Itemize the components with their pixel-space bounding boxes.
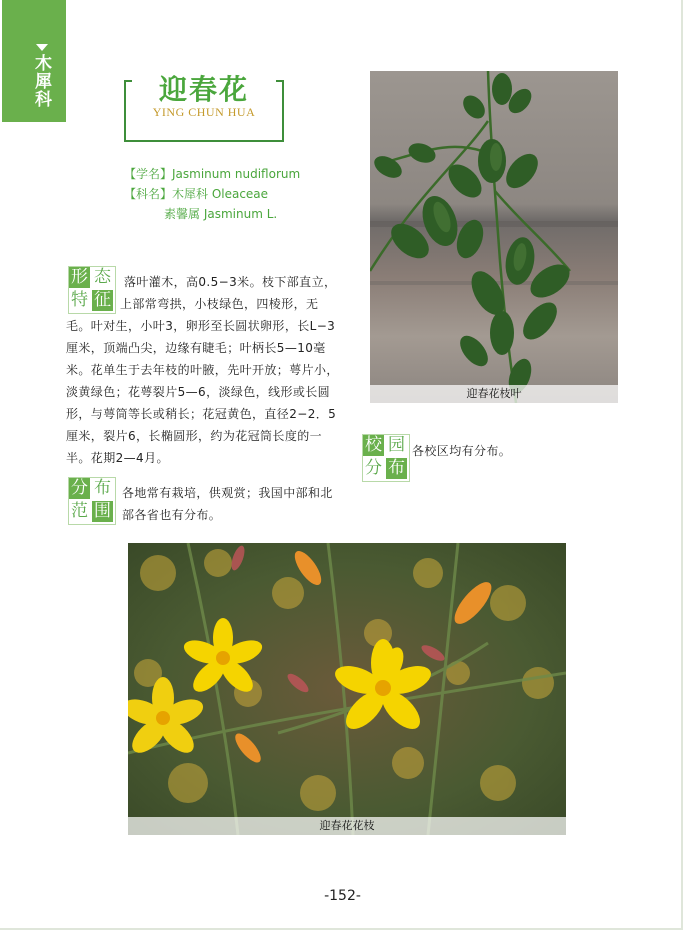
family-tab-label: 木犀科 xyxy=(31,54,51,108)
morphology-line: 毛。叶对生，小叶3，卵形至长圆状卵形，长L−3 xyxy=(66,319,336,333)
leaf-photo xyxy=(370,71,618,403)
flower-photo xyxy=(128,543,566,835)
leaf-photo-image xyxy=(370,71,618,403)
distribution-label: 分 布 范 围 xyxy=(69,478,115,524)
leaf-photo-caption: 迎春花枝叶 xyxy=(370,385,618,403)
distribution-line: 部各省也有分布。 xyxy=(122,508,222,522)
flower-photo-caption: 迎春花花枝 xyxy=(128,817,566,835)
family-name: 【科名】木犀科 Oleaceae xyxy=(124,187,269,201)
triangle-down-icon xyxy=(36,44,48,51)
taxonomy-names xyxy=(124,164,300,224)
campus-label: 校 园 分 布 xyxy=(363,435,409,481)
morphology-line: 上部常弯拱，小枝绿色，四棱形，无 xyxy=(120,297,319,311)
family-tab xyxy=(2,0,66,122)
scientific-name: 【学名】Jasminum nudiflorum xyxy=(124,167,301,181)
morphology-line: 落叶灌木，高0.5−3米。枝下部直立， xyxy=(124,275,337,289)
flower-photo-image xyxy=(128,543,566,835)
morphology-line: 厘米，顶端凸尖，边缘有睫毛；叶柄长5—10毫 xyxy=(66,341,326,355)
title-box xyxy=(124,73,284,142)
morphology-line: 形，与萼筒等长或稍长；花冠黄色，直径2−2．5 xyxy=(66,407,337,421)
campus-text: 各校区均有分布。 xyxy=(412,444,512,458)
genus-name: 素馨属 Jasminum L. xyxy=(164,207,278,221)
page-number: -152- xyxy=(324,888,361,904)
page-title: 迎春花 xyxy=(158,73,249,106)
morphology-label: 形 态 特 征 xyxy=(69,267,115,313)
morphology-line: 厘米，裂片6，长椭圆形，约为花冠筒长度的一 xyxy=(66,429,323,443)
morphology-line: 淡黄绿色；花萼裂片5—6，淡绿色，线形或长圆 xyxy=(66,385,331,399)
distribution-line: 各地常有栽培，供观赏；我国中部和北 xyxy=(122,486,333,500)
page-title-pinyin: YING CHUN HUA xyxy=(152,105,256,119)
morphology-line: 半。花期2—4月。 xyxy=(66,451,169,465)
morphology-line: 米。花单生于去年枝的叶腋，先叶开放；萼片小， xyxy=(66,363,339,377)
